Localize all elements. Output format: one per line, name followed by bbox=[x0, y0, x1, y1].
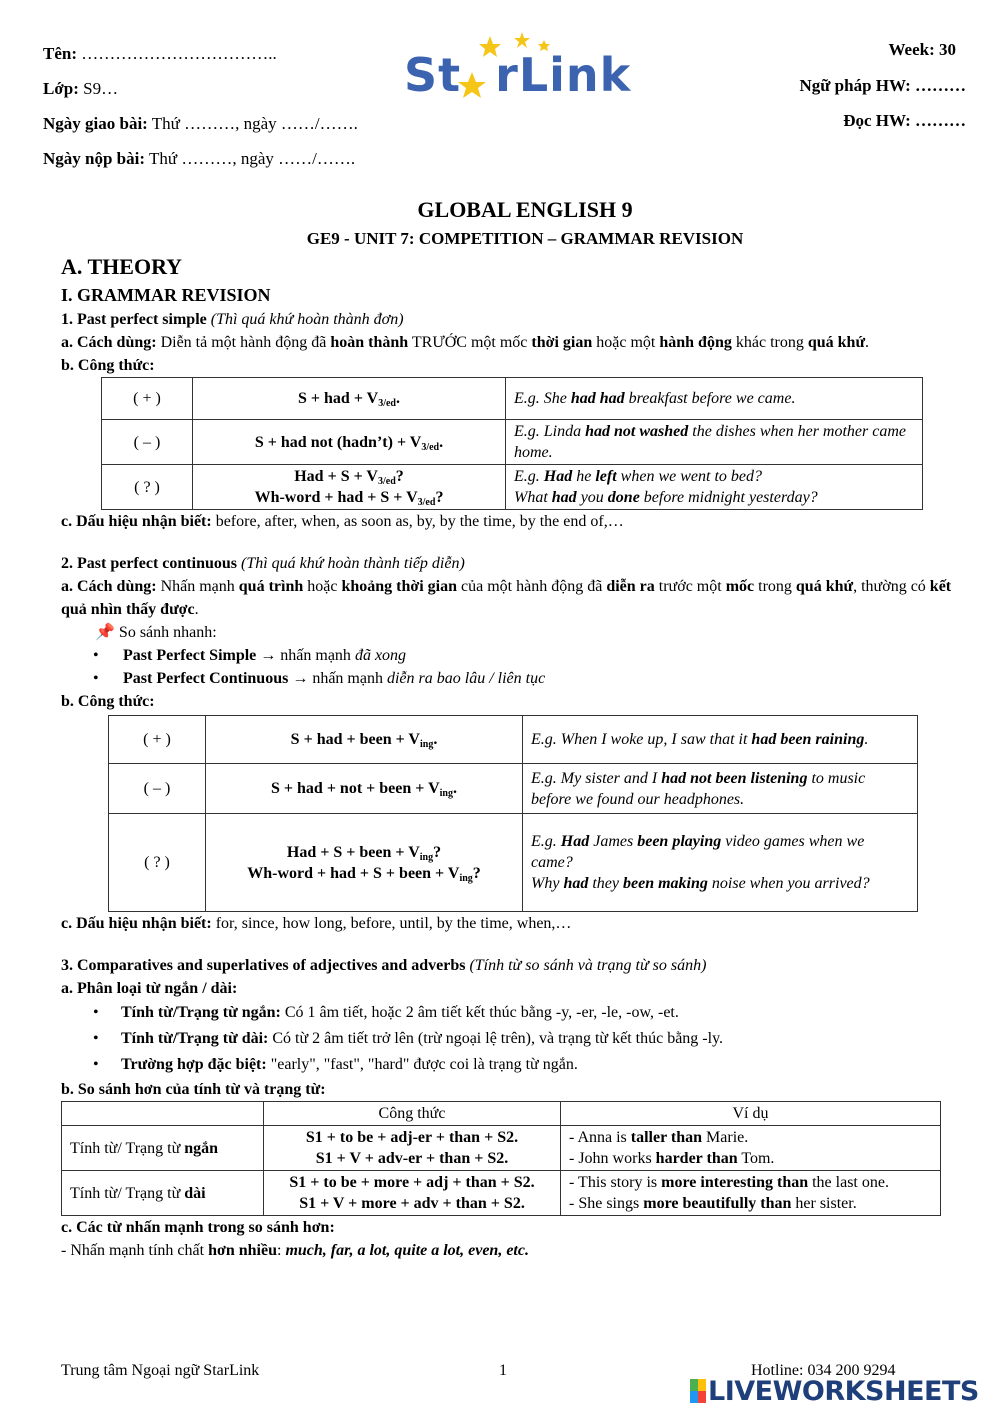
text-run: đã xong bbox=[354, 647, 407, 664]
text-run: 3/ed bbox=[378, 398, 396, 409]
text-run: Thứ ………, ngày ……/……. bbox=[147, 114, 358, 133]
text-run: 2. Past perfect continuous bbox=[61, 555, 237, 572]
formula-cell bbox=[193, 378, 506, 420]
s2-formula-label bbox=[61, 690, 956, 713]
text-run: more beautifully than bbox=[643, 1195, 792, 1212]
text-run: (Thì quá khứ hoàn thành tiếp diễn) bbox=[240, 555, 465, 572]
text-run: her sister. bbox=[791, 1195, 857, 1212]
example-cell bbox=[561, 1126, 941, 1171]
text-run: Nhấn mạnh bbox=[156, 578, 239, 595]
text-run: left bbox=[595, 468, 617, 485]
text-run: more interesting than bbox=[661, 1174, 809, 1191]
text-run: . bbox=[439, 433, 444, 451]
text-run: . bbox=[395, 390, 400, 407]
document-title: GLOBAL ENGLISH 9 bbox=[417, 197, 633, 222]
s1-heading bbox=[61, 308, 956, 331]
text-run: ? bbox=[395, 468, 404, 485]
classify-item bbox=[61, 1052, 956, 1078]
text-run: S + had not (hadn’t) + V bbox=[254, 433, 422, 451]
text-run: a. Phân loại từ ngắn / dài: bbox=[61, 980, 238, 997]
text-run: ing bbox=[459, 872, 473, 884]
s1-formula-label bbox=[61, 354, 956, 377]
formula-cell bbox=[193, 420, 506, 465]
table-header bbox=[62, 1102, 264, 1126]
text-run: S + had + not + been + V bbox=[271, 780, 440, 797]
text-run: - John works bbox=[569, 1150, 656, 1167]
text-run: trong bbox=[754, 578, 796, 595]
text-run: E.g. Linda bbox=[514, 423, 586, 440]
text-run: S1 + to be + more + adj + than + S2. bbox=[289, 1174, 535, 1191]
due-date-field bbox=[43, 149, 355, 169]
text-run: S1 + V + adv-er + than + S2. bbox=[315, 1150, 509, 1167]
text-run: dài bbox=[184, 1184, 206, 1202]
sign-cell: ( – ) bbox=[109, 764, 206, 814]
text-run: → nhấn mạnh bbox=[288, 670, 387, 687]
text-run: had had bbox=[570, 390, 625, 407]
formula-cell bbox=[206, 716, 523, 764]
comparative-table bbox=[61, 1101, 941, 1216]
text-run: diễn ra bao lâu / liên tục bbox=[386, 670, 546, 687]
text-run: ing bbox=[439, 788, 453, 799]
text-run: (Tính từ so sánh và trạng từ so sánh) bbox=[469, 957, 707, 974]
text-run: you bbox=[576, 489, 608, 506]
classify-item bbox=[61, 1026, 956, 1052]
text-run: TRƯỚC một mốc bbox=[408, 334, 532, 351]
text-run: breakfast before we came. bbox=[624, 390, 796, 407]
text-run: S + had + been + V bbox=[290, 731, 420, 748]
text-run: Past Perfect Continuous bbox=[123, 670, 289, 687]
text-run: Had + S + V bbox=[294, 468, 378, 485]
text-run: Lớp: bbox=[43, 79, 79, 98]
s1-formula-table bbox=[101, 377, 923, 510]
text-run: 1. Past perfect simple bbox=[61, 311, 207, 328]
text-run: . bbox=[453, 780, 457, 797]
text-run: Tom. bbox=[737, 1150, 775, 1167]
text-run: Diễn tả một hành động đã bbox=[156, 334, 331, 351]
text-run: Wh-word + had + S + V bbox=[254, 489, 418, 506]
text-run: . bbox=[864, 731, 869, 748]
text-run: 3. Comparatives and superlatives of adjectives and adverbs bbox=[61, 957, 466, 974]
assigned-date-field bbox=[43, 114, 358, 134]
text-run: E.g. My sister and I bbox=[531, 769, 662, 787]
text-run: quá khứ bbox=[795, 578, 854, 595]
text-run: had not been listening bbox=[661, 769, 808, 787]
text-run: "early", "fast", "hard" được coi là trạng từ ngắn. bbox=[266, 1056, 578, 1073]
text-run: Tính từ/ Trạng từ bbox=[70, 1139, 185, 1157]
text-run: - Nhấn mạnh tính chất bbox=[61, 1242, 209, 1259]
table-row bbox=[109, 716, 918, 764]
text-run: hoặc một bbox=[592, 334, 660, 351]
student-name-field bbox=[43, 44, 277, 64]
s3-emphasis bbox=[61, 1239, 956, 1262]
text-run: when we went to bed? bbox=[616, 468, 762, 485]
text-run: (Thì quá khứ hoàn thành đơn) bbox=[210, 311, 404, 328]
text-run: . bbox=[433, 731, 438, 748]
text-run: S1 + V + more + adv + than + S2. bbox=[299, 1195, 525, 1212]
text-run: …………………………….. bbox=[77, 44, 277, 63]
table-row bbox=[62, 1126, 941, 1171]
section-i-heading: I. GRAMMAR REVISION bbox=[61, 285, 271, 305]
table-row bbox=[109, 764, 918, 814]
text-run: harder than bbox=[655, 1150, 738, 1167]
example-cell bbox=[523, 716, 918, 764]
text-run: he bbox=[572, 468, 596, 485]
s3-heading bbox=[61, 954, 956, 977]
s2-usage bbox=[61, 575, 956, 621]
text-run: Trường hợp đặc biệt: bbox=[121, 1056, 267, 1073]
text-run: . bbox=[865, 334, 870, 351]
text-run: , thường có bbox=[853, 578, 930, 595]
example-cell bbox=[506, 378, 923, 420]
classify-item bbox=[61, 1000, 956, 1026]
text-run: S + had + V bbox=[298, 390, 379, 407]
text-run: quá khứ bbox=[807, 334, 866, 351]
sign-cell: ( + ) bbox=[102, 378, 193, 420]
text-run: Tính từ/Trạng từ dài: bbox=[121, 1030, 269, 1047]
text-run: Thứ ………, ngày ……/……. bbox=[145, 149, 356, 168]
section-a-heading: A. THEORY bbox=[61, 254, 183, 279]
text-run: the dishes when her mother came home. bbox=[514, 423, 906, 461]
week-label: Week: 30 bbox=[888, 40, 956, 59]
text-run: - She sings bbox=[569, 1195, 644, 1212]
text-run: - This story is bbox=[569, 1174, 662, 1191]
text-run: khác trong bbox=[731, 334, 808, 351]
text-run: before midnight yesterday? bbox=[639, 489, 818, 506]
text-run: Why bbox=[531, 875, 564, 892]
text-run: 3/ed bbox=[417, 497, 436, 508]
text-run: ? bbox=[433, 843, 442, 861]
text-run: E.g. When I woke up, I saw that it bbox=[531, 731, 752, 748]
text-run: done bbox=[607, 489, 640, 506]
s1-usage bbox=[61, 331, 956, 354]
liveworksheets-watermark bbox=[690, 1376, 979, 1407]
text-run: Had bbox=[543, 468, 573, 485]
text-run: b. So sánh hơn của tính từ và trạng từ: bbox=[61, 1081, 326, 1098]
example-cell bbox=[506, 420, 923, 465]
compare-item bbox=[61, 667, 956, 690]
grammar-hw-field: Ngữ pháp HW: ……… bbox=[799, 76, 966, 95]
footer-center-name: Trung tâm Ngoại ngữ StarLink bbox=[61, 1362, 260, 1379]
text-run: Had bbox=[560, 833, 590, 850]
text-run: c. Dấu hiệu nhận biết: bbox=[61, 513, 212, 530]
text-run: kết quả nhìn thấy được bbox=[61, 578, 952, 618]
example-cell bbox=[523, 764, 918, 814]
text-run: before, after, when, as soon as, by, by the time, by the end of,… bbox=[211, 513, 624, 530]
sign-cell: ( – ) bbox=[102, 420, 193, 465]
s1-signals bbox=[61, 510, 956, 533]
text-run: E.g. She bbox=[514, 390, 571, 407]
text-run: What bbox=[514, 489, 552, 506]
text-run: a. Cách dùng: bbox=[61, 578, 157, 595]
text-run: c. Dấu hiệu nhận biết: bbox=[61, 915, 212, 932]
text-run: video games when we came? bbox=[531, 833, 865, 871]
table-row bbox=[102, 378, 923, 420]
text-run: Had + S + been + V bbox=[286, 843, 420, 861]
s3-emphasis-label bbox=[61, 1216, 956, 1239]
text-run: . bbox=[194, 601, 199, 618]
watermark-text: LIVEWORKSHEETS bbox=[708, 1376, 979, 1407]
compare-item bbox=[61, 644, 956, 667]
text-run: Past Perfect Simple bbox=[123, 647, 257, 664]
type-cell bbox=[62, 1126, 264, 1171]
text-run: noise when you arrived? bbox=[707, 875, 870, 892]
starlink-logo: St rLink bbox=[400, 30, 630, 105]
text-run: E.g. bbox=[514, 468, 544, 485]
text-run: khoảng thời gian bbox=[341, 578, 458, 595]
s3-classify-label bbox=[61, 977, 956, 1000]
s2-heading bbox=[61, 552, 956, 575]
formula-cell bbox=[206, 764, 523, 814]
text-run: had bbox=[551, 489, 577, 506]
text-run: been playing bbox=[637, 833, 722, 850]
formula-cell bbox=[206, 814, 523, 912]
text-run: had bbox=[563, 875, 589, 892]
s2-signals bbox=[61, 912, 956, 935]
example-cell bbox=[561, 1171, 941, 1216]
text-run: Ngày giao bài: bbox=[43, 114, 148, 133]
text-run: Tính từ/ Trạng từ bbox=[70, 1184, 185, 1202]
text-run: quá trình bbox=[238, 578, 304, 595]
pushpin-icon: 📌 bbox=[95, 624, 115, 641]
text-run: the last one. bbox=[808, 1174, 889, 1191]
text-run: 3/ed bbox=[377, 476, 396, 487]
class-field bbox=[43, 79, 118, 99]
document-subtitle: GE9 - UNIT 7: COMPETITION – GRAMMAR REVISION bbox=[306, 229, 744, 248]
sign-cell: ( + ) bbox=[109, 716, 206, 764]
s2-formula-table bbox=[108, 715, 918, 912]
reading-hw-field: Đọc HW: ……… bbox=[843, 111, 966, 130]
text-run: a. Cách dùng: bbox=[61, 334, 157, 351]
compare-label: So sánh nhanh: bbox=[118, 624, 217, 641]
text-run: ing bbox=[419, 739, 434, 750]
text-run: Tính từ/Trạng từ ngắn: bbox=[121, 1004, 281, 1021]
text-run: had been raining bbox=[751, 731, 865, 748]
sign-cell: ( ? ) bbox=[109, 814, 206, 912]
table-row bbox=[102, 465, 923, 510]
formula-cell bbox=[264, 1126, 561, 1171]
text-run: b. Công thức: bbox=[61, 693, 155, 710]
text-run: James bbox=[589, 833, 638, 850]
text-run: b. Công thức: bbox=[61, 357, 155, 374]
text-run: Tên: bbox=[43, 44, 77, 63]
text-run: trước một bbox=[654, 578, 726, 595]
text-run: S9… bbox=[78, 79, 119, 98]
page-number: 1 bbox=[499, 1362, 507, 1379]
table-header: Công thức bbox=[264, 1102, 561, 1126]
s3-comparative-label bbox=[61, 1078, 956, 1101]
sign-cell: ( ? ) bbox=[102, 465, 193, 510]
example-cell bbox=[523, 814, 918, 912]
formula-cell bbox=[264, 1171, 561, 1216]
text-run: S1 + to be + adj-er + than + S2. bbox=[305, 1129, 519, 1146]
text-run: c. Các từ nhấn mạnh trong so sánh hơn: bbox=[61, 1219, 335, 1236]
text-run: hoặc bbox=[303, 578, 342, 595]
text-run: ngắn bbox=[184, 1139, 219, 1157]
text-run: for, since, how long, before, until, by the time, when,… bbox=[211, 915, 572, 932]
text-run: Có từ 2 âm tiết trở lên (trừ ngoại lệ trên), và trạng từ kết thúc bằng -ly. bbox=[268, 1030, 724, 1047]
table-row bbox=[62, 1171, 941, 1216]
type-cell bbox=[62, 1171, 264, 1216]
text-run: ing bbox=[419, 851, 434, 863]
example-cell bbox=[506, 465, 923, 510]
text-run: hoàn thành bbox=[330, 334, 409, 351]
text-run: to music before we found our headphones. bbox=[531, 769, 866, 808]
table-row bbox=[102, 420, 923, 465]
text-run: had not washed bbox=[585, 423, 689, 440]
formula-cell bbox=[193, 465, 506, 510]
text-run: hành động bbox=[659, 334, 732, 351]
live-blocks-icon bbox=[690, 1379, 706, 1403]
text-run: mốc bbox=[725, 578, 755, 595]
footer-hotline: Hotline: 034 200 9294 bbox=[751, 1362, 896, 1379]
text-run: Wh-word + had + S + been + V bbox=[247, 864, 460, 882]
table-row bbox=[109, 814, 918, 912]
text-run: Ngày nộp bài: bbox=[43, 149, 146, 168]
text-run: 3/ed bbox=[421, 441, 440, 453]
text-run: E.g. bbox=[531, 833, 561, 850]
text-run: Có 1 âm tiết, hoặc 2 âm tiết kết thúc bằng -y, -er, -le, -ow, -et. bbox=[280, 1004, 679, 1021]
text-run: : bbox=[276, 1242, 286, 1259]
text-run: taller than bbox=[630, 1129, 703, 1146]
text-run: they bbox=[588, 875, 623, 892]
text-run: - Anna is bbox=[569, 1129, 631, 1146]
text-run: been making bbox=[623, 875, 708, 892]
text-run: ? bbox=[435, 489, 444, 506]
text-run: diễn ra bbox=[606, 578, 655, 595]
text-run: ? bbox=[472, 864, 481, 882]
text-run: hơn nhiều bbox=[208, 1242, 277, 1259]
table-header: Ví dụ bbox=[561, 1102, 941, 1126]
text-run: Marie. bbox=[702, 1129, 749, 1146]
text-run: thời gian bbox=[531, 334, 593, 351]
text-run: → nhấn mạnh bbox=[256, 647, 355, 664]
text-run: much, far, a lot, quite a lot, even, etc. bbox=[285, 1242, 529, 1259]
text-run: của một hành động đã bbox=[457, 578, 607, 595]
